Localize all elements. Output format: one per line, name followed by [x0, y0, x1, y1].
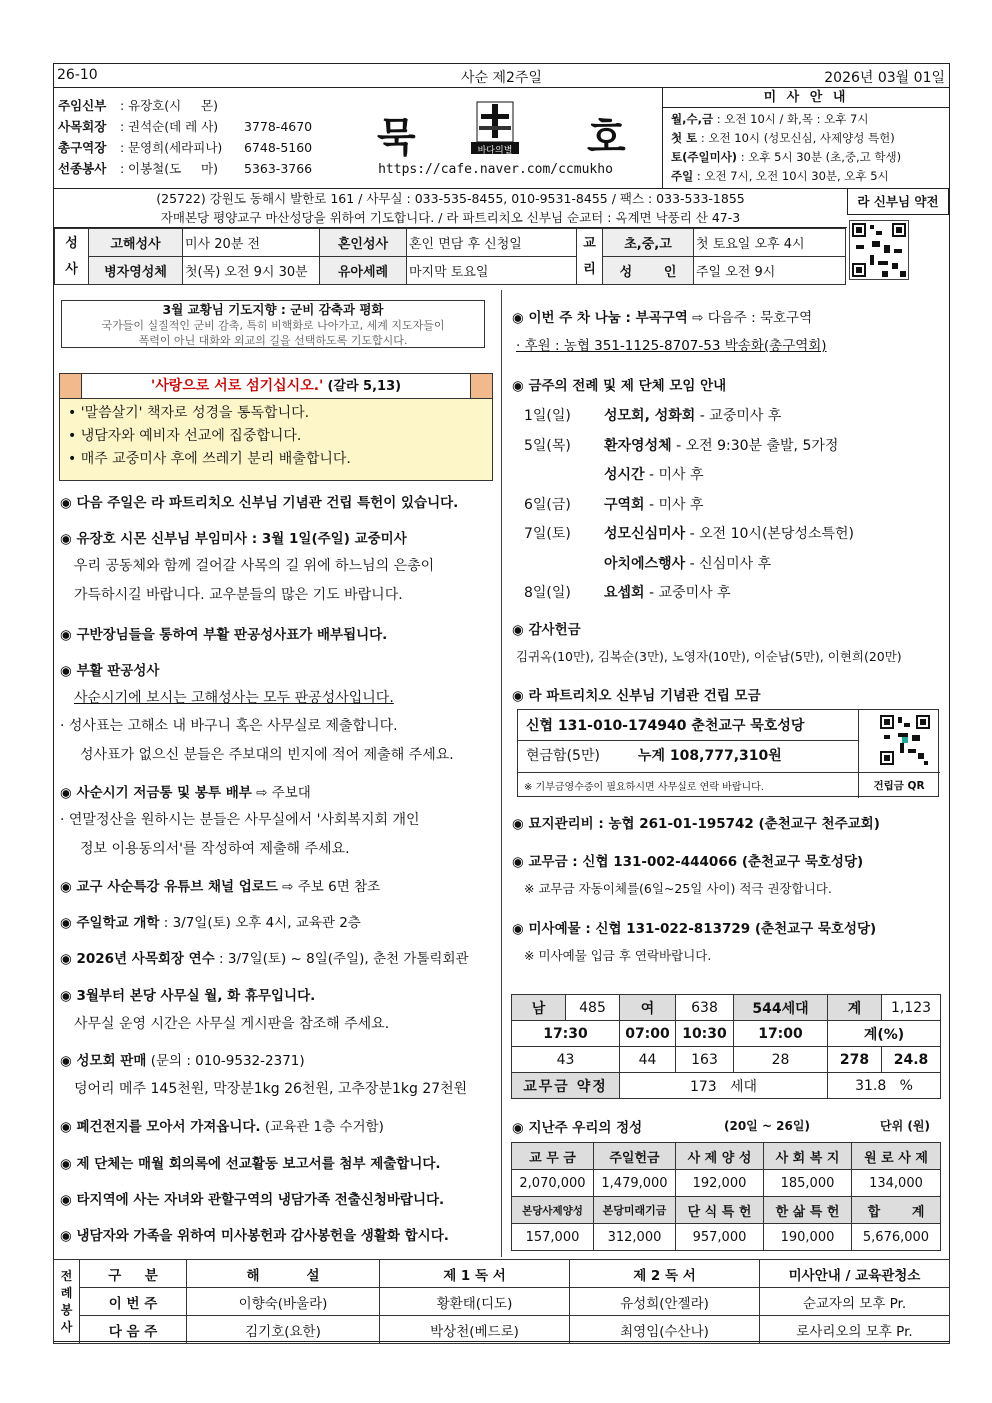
issue-number: 26-10: [57, 67, 98, 83]
mass-line: 주일 : 오전 7시, 오전 10시 30분, 오후 5시: [671, 169, 889, 183]
header-bar: [54, 64, 949, 88]
schedule-item: 7일(토) 성모신심미사 - 오전 10시(본당성소특헌): [524, 526, 855, 542]
schedule-item: 6일(금) 구역회 - 미사 후: [524, 496, 704, 513]
sacraments-table: 성 사 고해성사 미사 20분 전 혼인성사 혼인 면담 후 신청일 교 리 초,중,고 첫 토요일 오후 4시 병자영성체 첫(목) 오전 9시 30분 유아세례 마지막 토요일 성 인 주일 오전 9시: [54, 228, 846, 285]
mass-line: 토(주일미사) : 오후 5시 30분 (초,중,고 학생): [671, 150, 902, 164]
fund-account: 신협 131-010-174940 춘천교구 묵호성당: [526, 718, 805, 734]
offering-table: 교 무 금 주일헌금 사 제 양 성 사 회 복 지 원 로 사 제 2,070,000 1,479,000 192,000 185,000 134,000 본당사제양성 본당미래기금 단 식 특 헌 한 삶 특 헌 합 계 157,000 312,000 957,000 190,000 5,676,000: [511, 1142, 941, 1251]
address-line: (25722) 강원도 동해시 발한로 161 / 사무실 : 033-535-8455, 010-9531-8455 / 팩스 : 033-533-1855: [156, 191, 745, 206]
staff-row: 선종봉사 : 이봉철(도 마) 5363-3766: [58, 161, 313, 176]
parish-title: [329, 88, 662, 188]
notice-item: ◉ 다음 주일은 라 파트리치오 신부님 기념관 건립 특헌이 있습니다.: [60, 495, 459, 511]
attendance-stats-table: 남 485 여 638 544세대 계 1,123 17:30 07:00 10:30 17:00 계(%) 43 44 163 28 278 24.8 교무금 약정 173 세대 31.8 %: [511, 994, 941, 1099]
sponsor-account: · 후원 : 농협 351-1125-8707-53 박송화(총구역회): [516, 338, 827, 354]
prayer-line: 자매본당 평양교구 마산성당을 위하여 기도합니다. / 라 파트리치오 신부님 순교터 : 옥계면 낙풍리 산 47-3: [160, 210, 741, 225]
mass-line: 월,수,금 : 오전 10시 / 화,목 : 오후 7시: [671, 112, 869, 126]
bio-qr-code[interactable]: [849, 220, 909, 280]
thanks-title: ◉ 감사헌금: [512, 622, 581, 638]
notice-item: ◉ 사순시기 저금통 및 봉투 배부 ⇨ 주보대: [60, 785, 311, 801]
pope-prayer-title: 3월 교황님 기도지향 : 군비 감축과 평화: [162, 302, 384, 317]
dues-account: ◉ 교무금 : 신협 131-002-444066 (춘천교구 묵호성당): [512, 854, 864, 870]
schedule-list: [524, 402, 854, 609]
fund-box: 신협 131-010-174940 춘천교구 묵호성당 현금함(5만) 누계 108,777,310원 ※ 기부금영수증이 필요하시면 사무실로 연락 바랍니다. 건립금 QR: [517, 709, 939, 797]
thanks-list: 김귀옥(10만), 김복순(3만), 노영자(10만), 이순남(5만), 이현희(20만): [516, 649, 902, 664]
mass-schedule: [662, 88, 949, 188]
theme-item: • 냉담자와 예비자 선교에 집중합니다.: [68, 428, 302, 444]
staff-row: 주임신부 : 유장호(시 몬): [58, 98, 218, 113]
address-block: [54, 188, 847, 228]
mass-line: 첫 토 : 오전 10시 (성모신심, 사제양성 특헌): [671, 131, 895, 145]
fund-title: ◉ 라 파트리치오 신부님 기념관 건립 모금: [512, 688, 761, 704]
schedule-item: 1일(일) 성모회, 성화회 - 교중미사 후: [524, 408, 782, 424]
fr-patrick-bio-button[interactable]: 라 신부님 약전: [847, 188, 949, 215]
issue-date: 2026년 03월 01일: [824, 70, 945, 86]
theme-title: '사랑으로 서로 섬기십시오.': [150, 378, 324, 394]
staff-row: 총구역장 : 문영희(세라피나) 6748-5160: [58, 140, 313, 155]
fund-qr-label: 건립금 QR: [873, 780, 925, 792]
notice-item: ◉ 유장호 시몬 신부님 부임미사 : 3월 1일(주일) 교중미사: [60, 531, 407, 547]
offering-header: ◉ 지난주 우리의 정성 (20일 ~ 26일) 단위 (원): [512, 1119, 930, 1136]
bulletin-page: 26-10 사순 제2주일 2026년 03월 01일 주임신부 : 유장호(시 몬) 사목회장 : 권석순(데 레 사) 3778-4670 총구역장 : 문영희(세라피나) 6748-5160 선종봉사 : 이봉철(도 마) 5363-3766 묵 바다의별 호 https://cafe.naver.com/ccmukho 미 사 안 내 월,수,금 : 오전 10시 / 화,목 : 오후 7시 첫 토 : 오전 10시 (성모신심, 사제양성 특헌) 토(주일미사) : 오후 5시 30분 (초,중,고 학생) 주일 : 오전 7시, 오전 10시 30분, 오후 5시 (25722) 강원도 동해시 발한로 161 / 사무실 : 033-535-8455, 010-9531-8455 / 팩스 : 033-533-1855 자매본당 평양교구 마산성당을 위하여 기도합니다. / 라 파트리치오 신부님 순교터 : 옥계면 낙풍리 산 47-3 라 신부님 약전 성 사 고해성사 미사 20분 전 혼인성사 혼인 면담 후 신청일 교 리 초,중,고 첫 토요일 오후 4시 병자영성체 첫(목) 오전 9시 30분 유아세례 마지막 토요일 성 인 주일 오전 9시 3월 교황님 기도지향 : 군비 감축과 평화 국가들이 실질적인 군비 감축, 특히 비핵화로 나아가고, 세계 지도자들이 폭력이 아닌 대화와 외교의 길을 선택하도록 기도합시다. '사랑으로 서로 섬기십시오.' (갈라 5,13) • '말씀살기' 책자로 성경을 통독합니다. • 냉담자와 예비자 선교에 집중합니다. • 매주 교중미사 후에 쓰레기 분리 배출합니다. ◉ 다음 주일은 라 파트리치오 신부님 기념관 건립 특헌이 있습니다. ◉ 유장호 시몬 신부님 부임미사 : 3월 1일(주일) 교중미사 우리 공동체와 함께 걸어갈 사목의 길 위에 하느님의 은총이 가득하시길 바랍니다. 교우분들의 많은 기도 바랍니다. ◉ 구반장님들을 통하여 부활 판공성사표가 배부됩니다. ◉ 부활 판공성사 사순시기에 보시는 고해성사는 모두 판공성사입니다. · 성사표는 고해소 내 바구니 혹은 사무실로 제출합니다. 성사표가 없으신 분들은 주보대의 빈지에 적어 제출해 주세요. ◉ 사순시기 저금통 및 봉투 배부 ⇨ 주보대 · 연말정산을 원하시는 분들은 사무실에서 '사회복지회 개인 정보 이용동의서'를 작성하여 제출해 주세요. ◉ 교구 사순특강 유튜브 채널 업로드 ⇨ 주보 6면 참조 ◉ 주일학교 개학 : 3/7일(토) 오후 4시, 교육관 2층 ◉ 2026년 사목회장 연수 : 3/7일(토) ~ 8일(주일), 춘천 가톨릭회관 ◉ 3월부터 본당 사무실 월, 화 휴무입니다. 사무실 운영 시간은 사무실 게시판을 참조해 주세요. ◉ 성모회 판매 (문의 : 010-9532-2371) 덩어리 메주 145천원, 막장분1kg 26천원, 고추장분1kg 27천원 ◉ 폐건전지를 모아서 가져옵니다. (교육관 1층 수거함) ◉ 제 단체는 매월 회의록에 선교활동 보고서를 첨부 제출합니다. ◉ 타지역에 사는 자녀와 관할구역의 냉담가족 전출신청바랍니다. ◉ 냉담자와 가족을 위하여 미사봉헌과 감사봉헌을 생활화 합시다. ◉ 이번 주 차 나눔 : 부곡구역 ⇨ 다음주 : 묵호구역 · 후원 : 농협 351-1125-8707-53 박송화(총구역회) ◉ 금주의 전례 및 제 단체 모임 안내 1일(일) 성모회, 성화회 - 교중미사 후 5일(목) 환자영성체 - 오전 9:30분 출발, 5가정 성시간 - 미사 후 6일(금) 구역회 - 미사 후 7일(토) 성모신심미사 - 오전 10시(본당성소특헌) 아치에스행사 - 신심미사 후 8일(일) 요셉회 - 교중미사 후 ◉ 감사헌금 김귀옥(10만), 김복순(3만), 노영자(10만), 이순남(5만), 이현희(20만) ◉ 라 파트리치오 신부님 기념관 건립 모금 신협 131-010-174940 춘천교구 묵호성당 현금함(5만) 누계 108,777,310원 ※ 기부금영수증이 필요하시면 사무실로 연락 바랍니다. 건립금 QR ◉ 묘지관리비 : 농협 261-01-195742 (춘천교구 천주교회) ◉ 교무금 : 신협 131-002-444066 (춘천교구 묵호성당) ※ 교무금 자동이체를(6일~25일 사이) 적극 권장합니다. ◉ 미사예물 : 신협 131-022-813729 (춘천교구 묵호성당) ※ 미사예물 입금 후 연락바랍니다. 남 485 여 638 544세대 계 1,123 17:30 07:00 10:30 17:00 계(%) 43 44 163 28 278 24.8 교무금 약정 173 세대 31.8 % ◉ 지난주 우리의 정성 (20일 ~ 26일) 단위 (원) 교 무 금 주일헌금 사 제 양 성 사 회 복 지 원 로 사 제 2,070,000 1,479,000 192,000 185,000 134,000 본당사제양성 본당미래기금 단 식 특 헌 한 삶 특 헌 합 계 157,000 312,000 957,000 190,000 5,676,000 전 례 봉 사 구 분 해 설 제 1 독 서 제 2 독 서 미사안내 / 교육관청소 이 번 주 이향숙(바울라) 황환태(디도) 유성희(안젤라) 순교자의 모후 Pr. 다 음 주 김기호(요한) 박상천(베드로) 최영임(수산나) 로사리오의 모후 Pr.: [53, 63, 950, 1342]
staff-row: 사목회장 : 권석순(데 레 사) 3778-4670: [58, 119, 313, 134]
fund-note: ※ 기부금영수증이 필요하시면 사무실로 연락 바랍니다.: [524, 782, 764, 793]
notice-item: ◉ 교구 사순특강 유튜브 채널 업로드 ⇨ 주보 6면 참조: [60, 879, 381, 895]
staff-list: [58, 95, 328, 179]
doctrine-side-label: 교 리: [577, 229, 603, 285]
schedule-item: 성시간 - 미사 후: [604, 467, 704, 483]
sharing-line: ◉ 이번 주 차 나눔 : 부곡구역 ⇨ 다음주 : 묵호구역: [512, 310, 813, 326]
sacraments-side-label: 성 사: [55, 229, 89, 285]
notice-item: ◉ 부활 판공성사: [60, 663, 160, 679]
parish-theme-box: '사랑으로 서로 섬기십시오.' (갈라 5,13) • '말씀살기' 책자로 성경을 통독합니다. • 냉담자와 예비자 선교에 집중합니다. • 매주 교중미사 후에 쓰레기 분리 배출합니다.: [59, 373, 493, 481]
star-of-sea-logo: [467, 100, 523, 156]
cemetery-account: ◉ 묘지관리비 : 농협 261-01-195742 (춘천교구 천주교회): [512, 816, 880, 832]
notice-item: ◉ 냉담자와 가족을 위하여 미사봉헌과 감사봉헌을 생활화 합시다.: [60, 1228, 449, 1244]
schedule-item: 5일(목) 환자영성체 - 오전 9:30분 출발, 5가정: [524, 437, 839, 454]
notice-item: ◉ 성모회 판매 (문의 : 010-9532-2371): [60, 1053, 305, 1069]
notice-item: ◉ 3월부터 본당 사무실 월, 화 휴무입니다.: [60, 988, 316, 1004]
pope-prayer-box: 3월 교황님 기도지향 : 군비 감축과 평화 국가들이 실질적인 군비 감축, 특히 비핵화로 나아가고, 세계 지도자들이 폭력이 아닌 대화와 외교의 길을 선택하도록 기도합시다.: [61, 300, 485, 348]
schedule-title: ◉ 금주의 전례 및 제 단체 모임 안내: [512, 378, 727, 394]
notice-item: ◉ 구반장님들을 통하여 부활 판공성사표가 배부됩니다.: [60, 627, 388, 643]
notice-item: ◉ 2026년 사목회장 연수 : 3/7일(토) ~ 8일(주일), 춘천 가톨릭회관: [60, 951, 469, 967]
theme-item: • '말씀살기' 책자로 성경을 통독합니다.: [68, 405, 310, 421]
mass-offering-account: ◉ 미사예물 : 신협 131-022-813729 (춘천교구 묵호성당): [512, 921, 877, 937]
notice-item: ◉ 주일학교 개학 : 3/7일(토) 오후 4시, 교육관 2층: [60, 915, 361, 931]
liturgy-service-table: 전 례 봉 사 구 분 해 설 제 1 독 서 제 2 독 서 미사안내 / 교육관청소 이 번 주 이향숙(바울라) 황환태(디도) 유성희(안젤라) 순교자의 모후 Pr. 다 음 주 김기호(요한) 박상천(베드로) 최영임(수산나) 로사리오의 모후 Pr.: [53, 1259, 950, 1344]
fund-qr-code[interactable]: [880, 715, 930, 765]
fund-total: 누계 108,777,310원: [638, 748, 782, 764]
parish-name-left: 묵: [377, 115, 416, 161]
cafe-url-link[interactable]: https://cafe.naver.com/ccmukho: [378, 162, 613, 177]
parish-name-right: 호: [587, 115, 626, 161]
liturgical-season: 사순 제2주일: [461, 70, 542, 86]
logo-text: 바다의별: [477, 146, 513, 156]
notice-item: ◉ 폐건전지를 모아서 가져옵니다. (교육관 1층 수거함): [60, 1119, 384, 1135]
schedule-item: 8일(일) 요셉회 - 교중미사 후: [524, 585, 731, 601]
notice-item: ◉ 타지역에 사는 자녀와 관할구역의 냉담가족 전출신청바랍니다.: [60, 1192, 445, 1208]
notice-item: ◉ 제 단체는 매월 회의록에 선교활동 보고서를 첨부 제출합니다.: [60, 1156, 441, 1172]
theme-item: • 매주 교중미사 후에 쓰레기 분리 배출합니다.: [68, 451, 351, 467]
schedule-item: 아치에스행사 - 신심미사 후: [604, 555, 772, 572]
mass-schedule-title: 미 사 안 내: [663, 88, 949, 108]
